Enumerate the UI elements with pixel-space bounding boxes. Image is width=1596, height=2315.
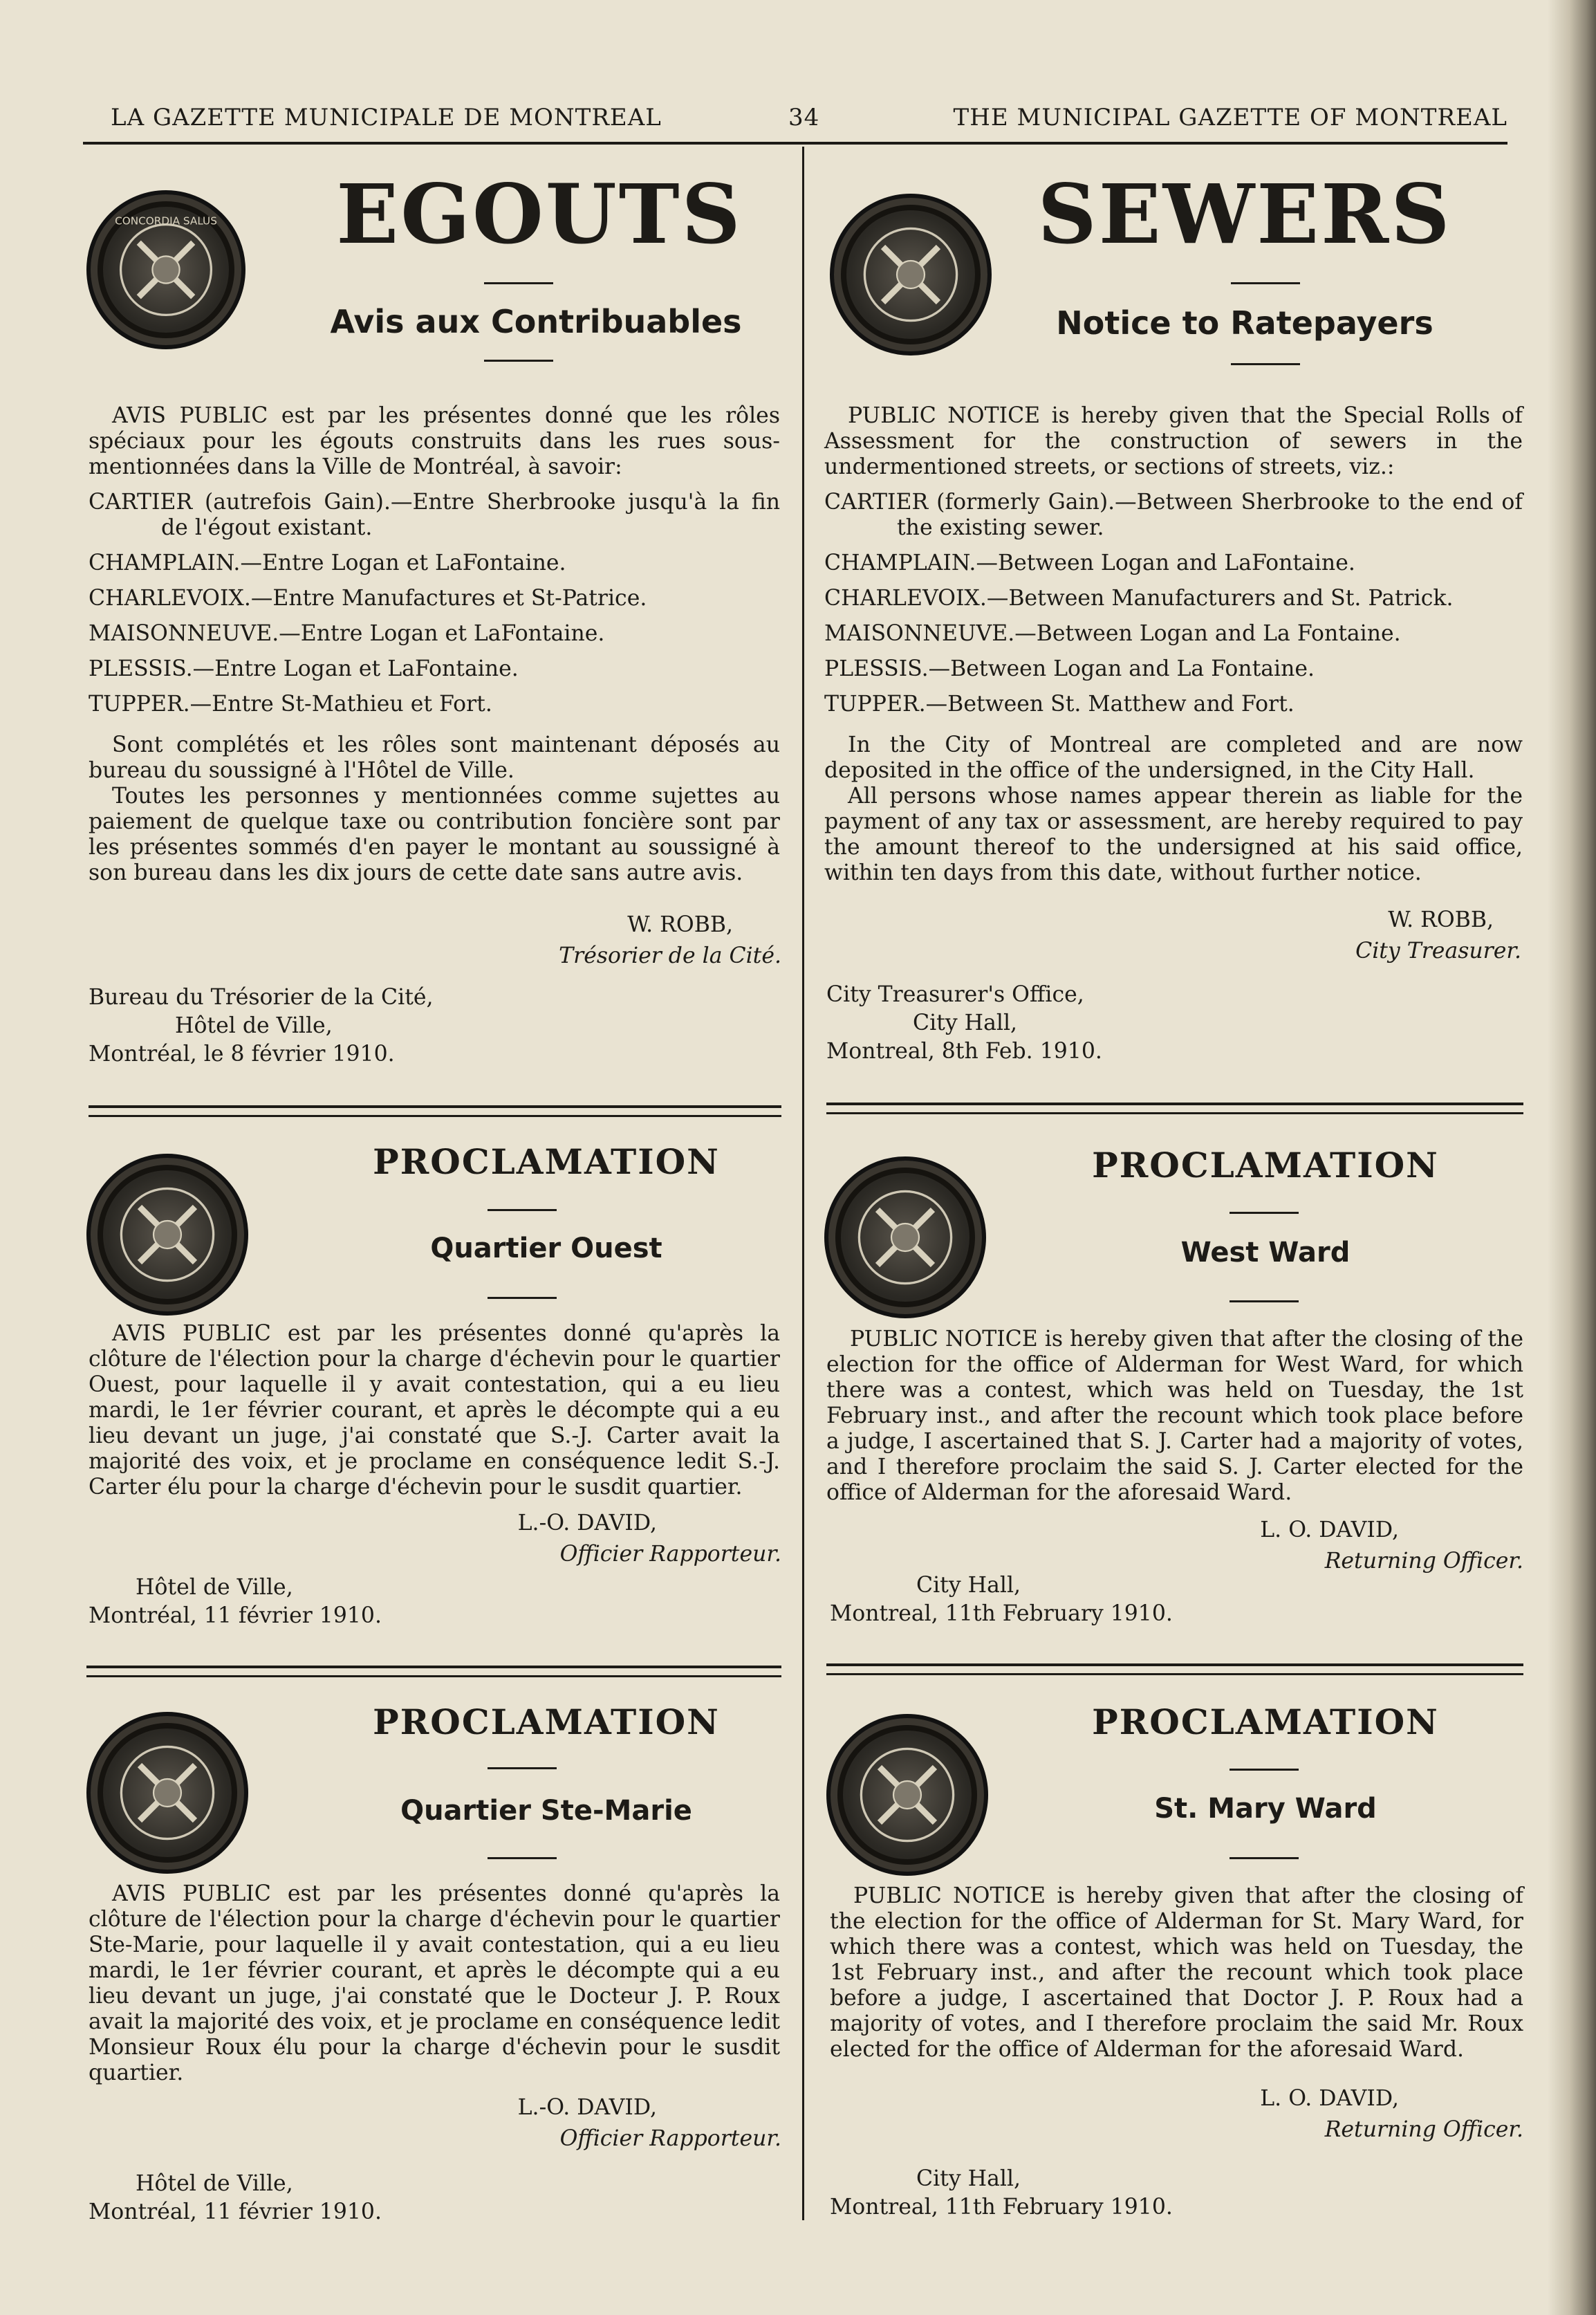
proclamation-address [89, 2170, 642, 2226]
header-left-title: LA GAZETTE MUNICIPALE DE MONTREAL [111, 104, 662, 131]
egouts-title: EGOUTS [336, 166, 743, 262]
subtitle-rule [1230, 1857, 1299, 1859]
egouts-para: Sont complétés et les rôles sont maintenant déposés au bureau du soussigné à l'Hôtel de Ville. [89, 732, 780, 783]
proclamation-address [830, 1571, 1383, 1628]
proclamation-body [89, 1881, 780, 2086]
subtitle-rule [1230, 1300, 1299, 1302]
proclamation-subtitle: St. Mary Ward [1154, 1793, 1377, 1825]
egouts-street: MAISONNEUVE.—Entre Logan et LaFontaine. [89, 621, 605, 646]
header-right-title: THE MUNICIPAL GAZETTE OF MONTREAL [953, 104, 1507, 131]
notice-date: Montréal, 11 février 1910. [89, 2199, 382, 2224]
notice-date: Montréal, 11 février 1910. [89, 1603, 382, 1628]
sewers-title: SEWERS [1037, 166, 1452, 262]
city-seal-icon [86, 190, 245, 349]
egouts-subtitle: Avis aux Contribuables [330, 303, 742, 340]
proclamation-address [89, 1574, 642, 1630]
signer-role: Trésorier de la Cité. [559, 943, 781, 968]
page-header [83, 97, 1507, 138]
address-line: City Treasurer's Office, [826, 982, 1084, 1007]
egouts-street: TUPPER.—Entre St-Mathieu et Fort. [89, 692, 492, 717]
address-line: Hôtel de Ville, [136, 2171, 293, 2196]
proclamation-signature [1134, 2083, 1523, 2146]
signer-name: L. O. DAVID, [1260, 1518, 1399, 1542]
sewers-intro: PUBLIC NOTICE is hereby given that the Special Rolls of Assessment for the construction of sewers in the undermentioned streets, or sections of streets, viz.: [824, 403, 1523, 479]
address-line: Hôtel de Ville, [136, 1575, 293, 1600]
egouts-para: Toutes les personnes y mentionnées comme sujettes au paiement de quelque taxe ou contribution foncière sont par les présentes sommés d'en payer le montant au soussigné à son bureau dans les dix jours de cette date sans autre avis. [89, 784, 780, 885]
page-spine-shadow [1548, 0, 1596, 2315]
proclamation-subtitle: Quartier Ste-Marie [400, 1795, 692, 1827]
egouts-street: CHAMPLAIN.—Entre Logan et LaFontaine. [89, 551, 566, 575]
header-rule [83, 142, 1507, 145]
sewers-street: CARTIER (formerly Gain).—Between Sherbrooke to the end of the existing sewer. [824, 490, 1523, 540]
proclamation-body [89, 1321, 780, 1500]
proclamation-title: PROCLAMATION [373, 1141, 720, 1182]
section-separator [826, 1663, 1523, 1675]
title-rule [488, 1209, 557, 1211]
address-line: City Hall, [913, 1011, 1018, 1035]
sewers-para: In the City of Montreal are completed and are now deposited in the office of the undersigned, in the City Hall. [824, 732, 1523, 783]
sewers-body [824, 403, 1523, 886]
egouts-street: CHARLEVOIX.—Entre Manufactures et St-Patrice. [89, 586, 647, 611]
title-rule [484, 282, 553, 284]
section-separator [826, 1103, 1523, 1114]
signer-role: City Treasurer. [1355, 939, 1521, 963]
proclamation-title: PROCLAMATION [1092, 1145, 1439, 1186]
title-rule [1230, 1769, 1299, 1771]
egouts-signature [415, 910, 781, 972]
proclamation-body [830, 1883, 1523, 2063]
proclamation-title: PROCLAMATION [1092, 1701, 1439, 1742]
sewers-street: TUPPER.—Between St. Matthew and Fort. [824, 692, 1295, 717]
title-rule [1230, 1212, 1299, 1214]
proclamation-signature [387, 2092, 781, 2155]
notice-date: Montréal, le 8 février 1910. [89, 1042, 395, 1067]
city-seal-icon [830, 194, 992, 356]
address-line: City Hall, [916, 2166, 1021, 2191]
title-rule [488, 1767, 557, 1769]
proclamation-signature [1134, 1515, 1523, 1577]
sewers-street: CHAMPLAIN.—Between Logan and LaFontaine. [824, 551, 1355, 575]
signer-name: L. O. DAVID, [1260, 2086, 1399, 2111]
signer-role: Returning Officer. [1324, 1549, 1523, 1574]
proclamation-signature [387, 1508, 781, 1570]
proclamation-text: PUBLIC NOTICE is hereby given that after the closing of the election for the office of Alderman for West Ward, for which there was a contest, which was held on Tuesday, the 1st February inst., and after the recount which took place before a judge, I ascertained that S. J. Carter had a majority of votes, and I therefore proclaim the said S. J. Carter elected for the office of Alderman for the aforesaid Ward. [826, 1327, 1524, 1505]
signer-name: L.-O. DAVID, [517, 1511, 657, 1535]
proclamation-subtitle: West Ward [1180, 1237, 1351, 1269]
subtitle-rule [488, 1857, 557, 1859]
signer-name: L.-O. DAVID, [517, 2095, 657, 2120]
subtitle-rule [488, 1297, 557, 1299]
proclamation-address [830, 2165, 1383, 2222]
subtitle-rule [1231, 363, 1300, 365]
address-line: Bureau du Trésorier de la Cité, [89, 985, 434, 1010]
subtitle-rule [484, 360, 553, 362]
egouts-address [89, 984, 711, 1069]
sewers-street: CHARLEVOIX.—Between Manufacturers and St. Patrick. [824, 586, 1454, 611]
notice-date: Montreal, 11th February 1910. [830, 1601, 1173, 1626]
signer-role: Officier Rapporteur. [559, 1542, 781, 1567]
city-seal-icon [86, 1154, 248, 1316]
sewers-signature [1162, 905, 1521, 967]
column-divider [802, 147, 804, 2220]
signer-role: Officier Rapporteur. [559, 2126, 781, 2151]
signer-name: W. ROBB, [627, 912, 733, 937]
proclamation-text: PUBLIC NOTICE is hereby given that after the closing of the election for the office of Alderman for St. Mary Ward, for which there was a contest, which was held on Tuesday, the 1st February inst., and after the recount which took place before a judge, I ascertained that Doctor J. P. Roux had a majority of votes, and I therefore proclaim the said Mr. Roux elected for the office of Alderman for the aforesaid Ward. [830, 1883, 1523, 2062]
sewers-street: MAISONNEUVE.—Between Logan and La Fontaine. [824, 621, 1401, 646]
address-line: City Hall, [916, 1573, 1021, 1598]
seal-motto: CONCORDIA SALUS [115, 214, 217, 228]
notice-date: Montreal, 8th Feb. 1910. [826, 1039, 1102, 1064]
proclamation-title: PROCLAMATION [373, 1701, 720, 1742]
signer-role: Returning Officer. [1324, 2117, 1523, 2142]
sewers-address [826, 981, 1449, 1066]
sewers-street: PLESSIS.—Between Logan and La Fontaine. [824, 656, 1315, 681]
address-line: Hôtel de Ville, [175, 1013, 333, 1038]
signer-name: W. ROBB, [1388, 907, 1494, 932]
city-seal-icon [824, 1156, 986, 1318]
egouts-street: CARTIER (autrefois Gain).—Entre Sherbrooke jusqu'à la fin de l'égout existant. [89, 490, 780, 540]
sewers-para: All persons whose names appear therein as liable for the payment of any tax or assessment, are hereby required to pay the amount thereof to the undersigned at his said office, within ten days from this date, without further notice. [824, 784, 1523, 885]
egouts-street: PLESSIS.—Entre Logan et LaFontaine. [89, 656, 519, 681]
sewers-subtitle: Notice to Ratepayers [1056, 304, 1433, 342]
section-separator [89, 1105, 781, 1117]
proclamation-text: AVIS PUBLIC est par les présentes donné qu'après la clôture de l'élection pour la charge d'échevin pour le quartier Ouest, pour laquelle il y avait contestation, qui a eu lieu mardi, le 1er février courant, et après le décompte qui a eu lieu devant un juge, j'ai constaté que S.-J. Carter avait la majorité des voix, et je proclame en conséquence ledit S.-J. Carter élu pour la charge d'échevin pour le susdit quartier. [89, 1321, 780, 1500]
proclamation-body [826, 1327, 1523, 1506]
proclamation-text: AVIS PUBLIC est par les présentes donné qu'après la clôture de l'élection pour la charge d'échevin pour le quartier Ste-Marie, pour laquelle il y avait contestation, qui a eu lieu mardi, le 1er février courant, et après le décompte qui a eu lieu devant un juge, j'ai constaté que le Docteur J. P. Roux avait la majorité des voix, et je proclame en conséquence ledit Monsieur Roux élu pour la charge d'échevin pour le susdit quartier. [89, 1881, 780, 2085]
proclamation-subtitle: Quartier Ouest [430, 1233, 662, 1264]
city-seal-icon [86, 1712, 248, 1874]
notice-date: Montreal, 11th February 1910. [830, 2195, 1173, 2220]
page-number: 34 [788, 104, 820, 131]
egouts-intro: AVIS PUBLIC est par les présentes donné que les rôles spéciaux pour les égouts construits dans les rues sous-mentionnées dans la Ville de Montréal, à savoir: [89, 403, 780, 479]
city-seal-icon [826, 1714, 988, 1876]
section-separator [86, 1666, 781, 1677]
egouts-body [89, 403, 780, 886]
title-rule [1231, 282, 1300, 284]
